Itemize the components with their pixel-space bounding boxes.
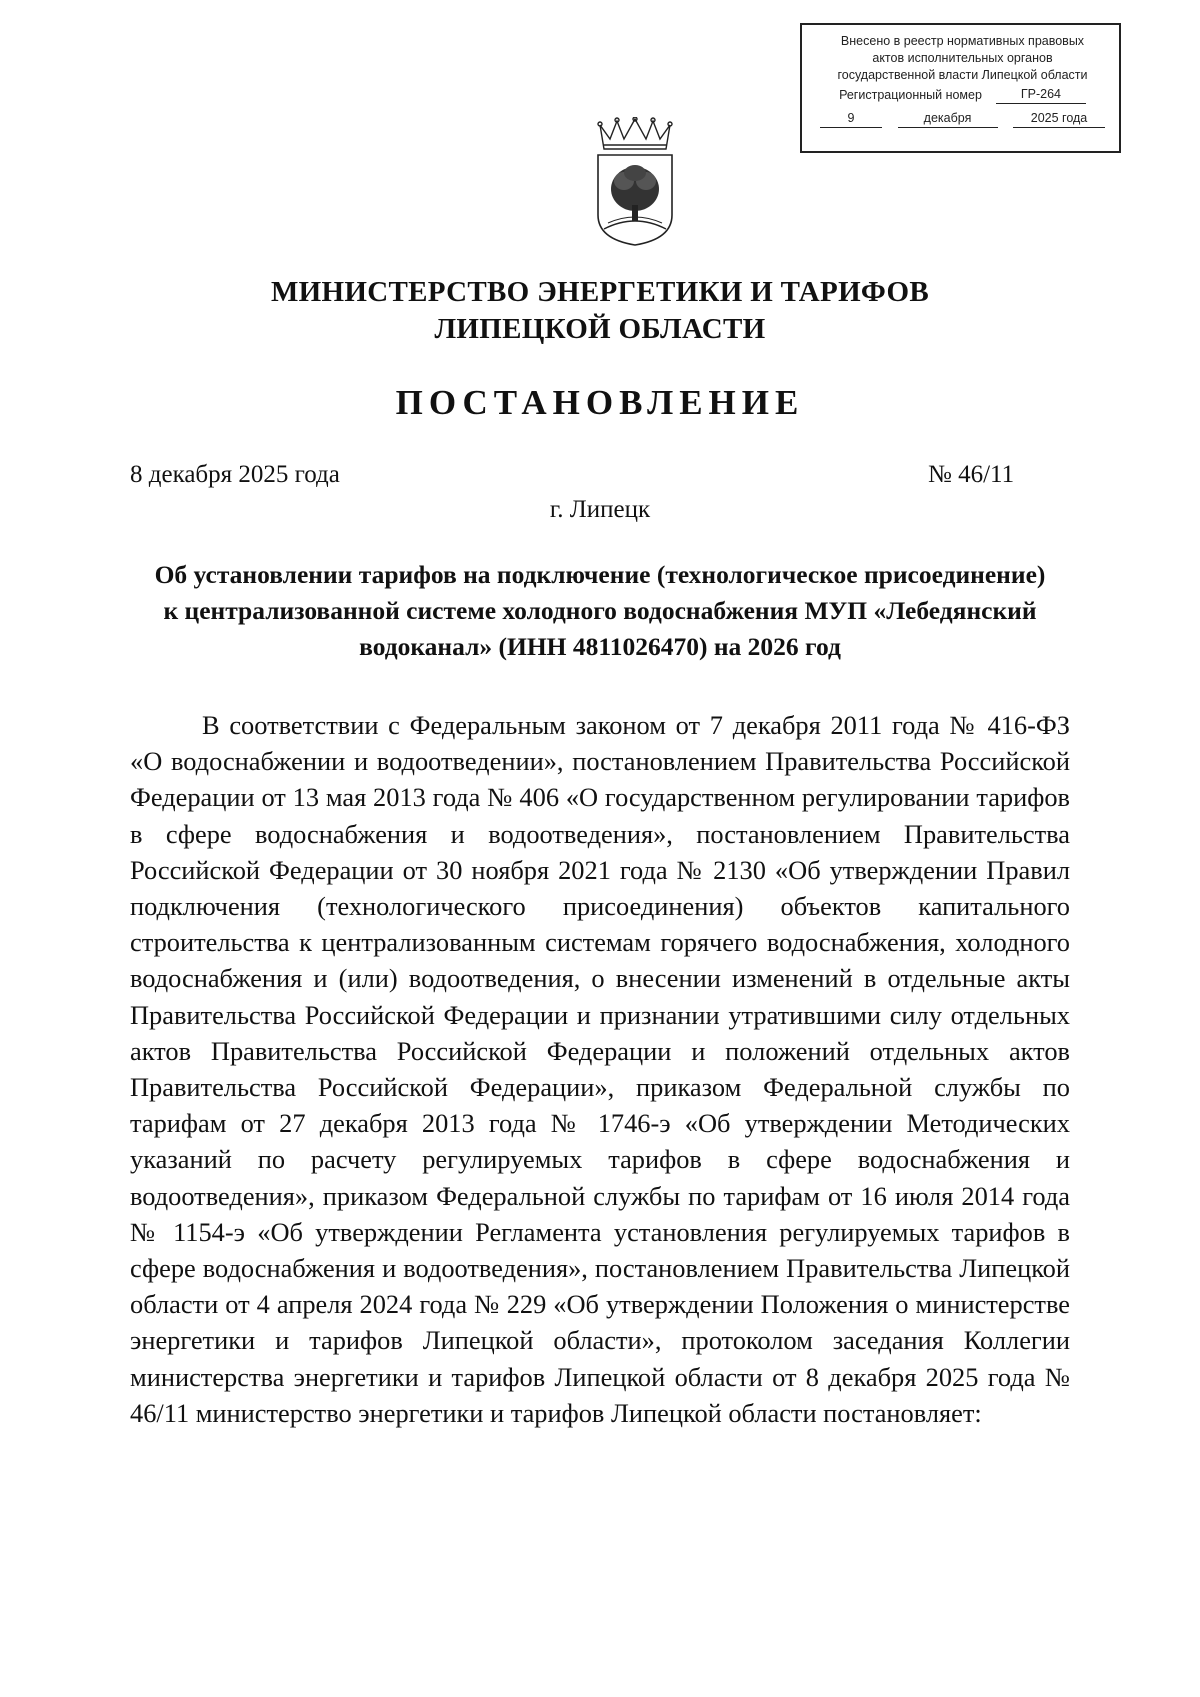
ministry-name-line-1: МИНИСТЕРСТВО ЭНЕРГЕТИКИ И ТАРИФОВ	[271, 276, 929, 308]
stamp-line-3: государственной власти Липецкой области	[837, 68, 1088, 82]
stamp-line-2: актов исполнительных органов	[872, 51, 1053, 65]
document-type: ПОСТАНОВЛЕНИЕ	[395, 383, 805, 422]
stamp-registration-number: ГР-264	[996, 86, 1086, 104]
stamp-date-year: 2025 года	[1013, 110, 1105, 128]
subject-line-2: к централизованной системе холодного водоснабжения МУП «Лебедянский	[163, 596, 1037, 625]
ministry-name-line-2: ЛИПЕЦКОЙ ОБЛАСТИ	[434, 313, 766, 345]
tree-shape	[604, 165, 666, 229]
stamp-registration-row	[816, 86, 1109, 104]
document-subject	[120, 557, 1080, 665]
document-date: 8 декабря 2025 года	[130, 461, 340, 488]
stamp-registration-label: Регистрационный номер	[839, 88, 982, 102]
ministry-name	[0, 274, 1200, 348]
subject-line-3: водоканал» (ИНН 4811026470) на 2026 год	[359, 632, 841, 661]
coat-of-arms-icon	[590, 117, 680, 247]
stamp-line-1: Внесено в реестр нормативных правовых	[840, 34, 1085, 48]
stamp-date-day: 9	[820, 110, 882, 128]
document-city: г. Липецк	[549, 496, 651, 523]
crown-shape	[598, 117, 672, 149]
registry-stamp	[800, 23, 1121, 153]
document-number: № 46/11	[928, 461, 1015, 488]
stamp-date-row	[816, 110, 1109, 128]
preamble-paragraph: В соответствии с Федеральным законом от 7 декабря 2011 года № 416-ФЗ «О водоснабжении и водоотведении», постановлением Правительства Российской Федерации от 13 мая 2013 года № 406 «О государственном регулировании тарифов в сфере водоснабжения и водоотведения», постановлением Правительства Российской Федерации от 30 ноября 2021 года № 2130 «Об утверждении Правил подключения (технологического присоединения) объектов капитального строительства к централизованным системам горячего водоснабжения, холодного водоснабжения и (или) водоотведения, о внесении изменений в отдельные акты Правительства Российской Федерации и признании утратившими силу отдельных актов Правительства Российской Федерации и положений отдельных актов Правительства Российской Федерации», приказом Федеральной службы по тарифам от 27 декабря 2013 года № 1746-э «Об утверждении Методических указаний по расчету регулируемых тарифов в сфере водоснабжения и водоотведения», приказом Федеральной службы по тарифам от 16 июля 2014 года № 1154-э «Об утверждении Регламента установления регулируемых тарифов в сфере водоснабжения и водоотведения», постановлением Правительства Липецкой области от 4 апреля 2024 года № 229 «Об утверждении Положения о министерстве энергетики и тарифов Липецкой области», протоколом заседания Коллегии министерства энергетики и тарифов Липецкой области от 8 декабря 2025 года № 46/11 министерство энергетики и тарифов Липецкой области постановляет:	[130, 710, 1070, 1428]
subject-line-1: Об установлении тарифов на подключение (технологическое присоединение)	[154, 560, 1046, 589]
stamp-date-month: декабря	[898, 110, 998, 128]
